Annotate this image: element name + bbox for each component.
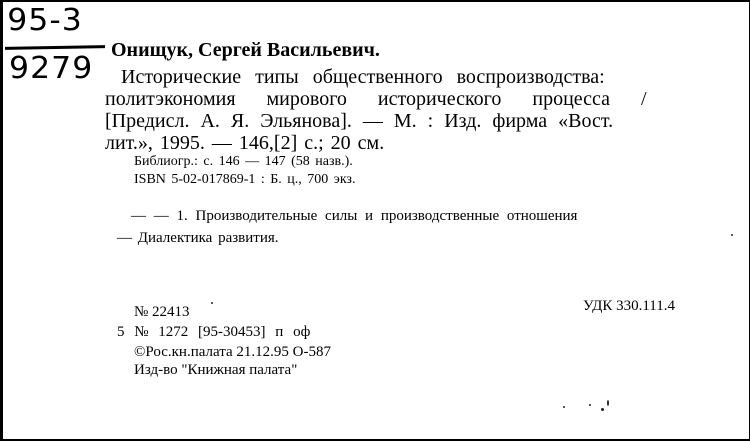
- registration-number: 5 № 1272 [95-30453] п оф: [117, 324, 311, 340]
- handwritten-code-bottom: 9279: [8, 51, 94, 86]
- author-heading: Онищук, Сергей Васильевич.: [111, 39, 380, 61]
- handwritten-code-top: 95-3: [7, 3, 83, 38]
- subject-heading-1: — — 1. Производительные силы и производственные отношения: [131, 208, 578, 224]
- dust-speck: [589, 404, 591, 406]
- dust-speck: [563, 406, 565, 408]
- dust-speck: [211, 302, 213, 304]
- isbn-note: ISBN 5-02-017869-1 : Б. ц., 700 экз.: [134, 172, 356, 187]
- dust-speck: [607, 400, 609, 406]
- subject-heading-2: — Диалектика развития.: [117, 230, 279, 246]
- bibliography-note: Библиогр.: с. 146 — 147 (58 назв.).: [134, 154, 353, 169]
- publisher-line: Изд-во "Книжная палата": [134, 362, 298, 378]
- dust-speck: [731, 234, 733, 236]
- title-line-3: [Предисл. А. Я. Эльянова]. — М. : Изд. фирма «Вост.: [105, 110, 614, 132]
- card-number: № 22413: [134, 304, 190, 320]
- title-line-4: лит.», 1995. — 146,[2] с.; 20 см.: [105, 132, 385, 154]
- title-line-1: Исторические типы общественного воспроизводства:: [121, 66, 605, 88]
- chamber-stamp-line: ©Рос.кн.палата 21.12.95 О-587: [134, 344, 332, 360]
- dust-speck: [601, 408, 604, 411]
- udk-code: УДК 330.111.4: [583, 298, 675, 314]
- handwritten-underline: [5, 45, 105, 50]
- title-line-2: политэкономия мирового исторического процесса /: [105, 88, 647, 110]
